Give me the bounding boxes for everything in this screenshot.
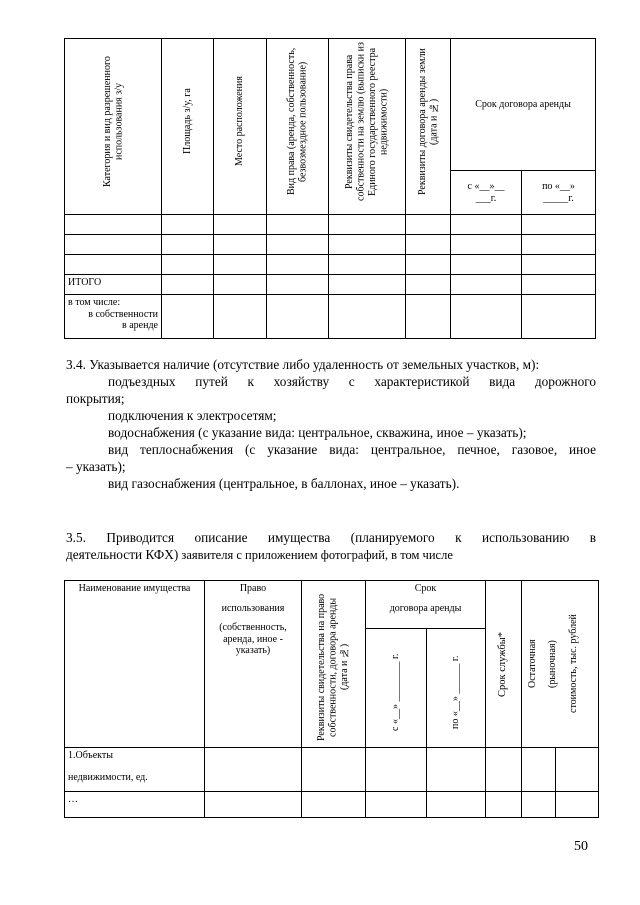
- page-number: 50: [574, 839, 588, 854]
- total-label: ИТОГО: [65, 275, 162, 295]
- header-service-life: Срок службы*: [486, 581, 522, 748]
- header-location: Место расположения: [214, 39, 267, 215]
- header-lease-to: по «__» ______ г.: [427, 629, 486, 748]
- total-row: [65, 275, 596, 295]
- property-table: [64, 580, 599, 818]
- header-lease-term: Срок договора аренды: [451, 39, 596, 171]
- table-row: [65, 235, 596, 255]
- row-real-estate: 1.Объекты недвижимости, ед.: [65, 748, 205, 792]
- breakdown-label: в том числе: в собственности в аренде: [65, 295, 162, 339]
- table-row: [65, 748, 599, 792]
- header-property-name: Наименование имущества: [65, 581, 205, 748]
- header-doc-details: Реквизиты свидетельства на право собственности, договора аренды (дата и №): [302, 581, 366, 748]
- land-plots-table: [64, 38, 596, 339]
- header-lease-from: с «__»__ ___г.: [451, 171, 522, 215]
- header-lease-term: Срок договора аренды: [366, 581, 486, 629]
- header-residual-value: Остаточная (рыночная) стоимость, тыс. рублей: [522, 581, 599, 748]
- header-lease-details: Реквизиты договора аренды земли (дата и №): [406, 39, 451, 215]
- section-3-4: 3.4. Указывается наличие (отсутствие либо удаленность от земельных участков, м): подъездных путей к хозяйству с характеристикой вида дорожного покрытия; подключения к электросетям; водоснабжения (с указание вида: центральное, скважина, иное – указать); вид теплоснабжения (с указание вида: центральное, печное, газовое, иное – указать); вид газоснабжения (центральное, в баллонах, иное – указать).: [66, 357, 596, 491]
- header-right-of-use: Право использования (собственность, аренда, иное - указать): [205, 581, 302, 748]
- breakdown-row: [65, 295, 596, 339]
- table-row: [65, 792, 599, 818]
- header-ownership-cert: Реквизиты свидетельства права собственности на землю (выписки из Единого государственного реестра недвижимости): [329, 39, 406, 215]
- header-area: Площадь з/у, га: [162, 39, 214, 215]
- header-lease-to: по «__» _____г.: [522, 171, 596, 215]
- row-ellipsis: …: [65, 792, 205, 818]
- header-lease-from: с «__» ________ г.: [366, 629, 427, 748]
- section-3-5: 3.5. Приводится описание имущества (планируемого к использованию в деятельности КФХ) заявителя с приложением фотографий, в том числе: [66, 530, 596, 562]
- table-row: [65, 255, 596, 275]
- header-category: Категория и вид разрешенного использования з/у: [65, 39, 162, 215]
- table-row: [65, 215, 596, 235]
- header-right-type: Вид права (аренда, собственность, безвозмездное пользование): [267, 39, 329, 215]
